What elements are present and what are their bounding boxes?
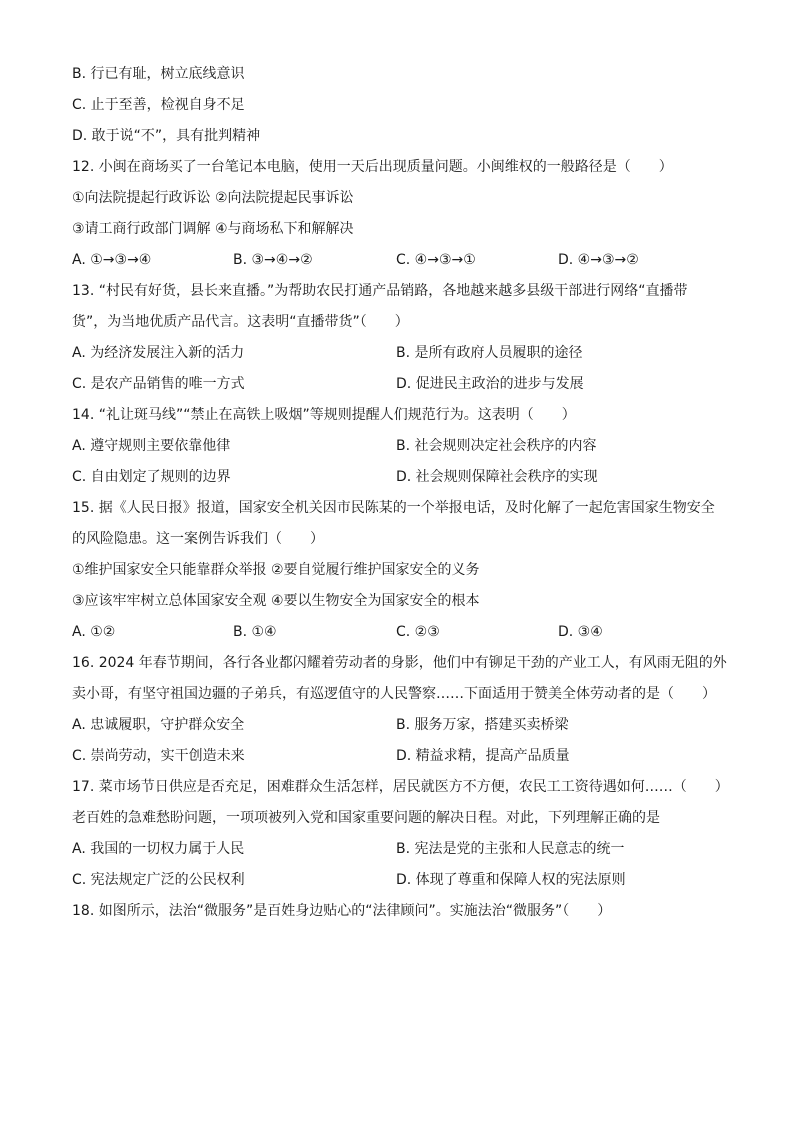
q12-option-a: A. ①→③→④: [72, 252, 152, 268]
q13-stem-1: 13. “村民有好货，县长来直播。”为帮助农民打通产品销路，各地越来越多县级干部进行网络“直播带: [72, 283, 688, 299]
q16-option-d: D. 精益求精，提高产品质量: [396, 748, 570, 764]
q17-option-a: A. 我国的一切权力属于人民: [72, 841, 245, 857]
q12-option-c: C. ④→③→①: [396, 252, 476, 268]
q11-option-d: D. 敢于说“不”，具有批判精神: [72, 128, 261, 144]
q16-option-c: C. 崇尚劳动，实干创造未来: [72, 748, 245, 764]
q17-option-b: B. 宪法是党的主张和人民意志的统一: [396, 841, 625, 857]
q14-option-c: C. 自由划定了规则的边界: [72, 469, 231, 485]
q13-option-a: A. 为经济发展注入新的活力: [72, 345, 245, 361]
q11-option-b: B. 行已有耻，树立底线意识: [72, 66, 245, 82]
q12-option-b: B. ③→④→②: [233, 252, 313, 268]
q13-stem-2: 货”，为当地优质产品代言。这表明“直播带货”（ ）: [72, 314, 409, 330]
q15-option-a: A. ①②: [72, 624, 116, 640]
q17-stem-1: 17. 菜市场节日供应是否充足，困难群众生活怎样，居民就医方不方便，农民工工资待遇如何……（ ）: [72, 779, 729, 795]
q11-option-c: C. 止于至善，检视自身不足: [72, 97, 245, 113]
q12-stem: 12. 小闽在商场买了一台笔记本电脑，使用一天后出现质量问题。小闽维权的一般路径是（ ）: [72, 159, 673, 175]
q15-statements-2: ③应该牢牢树立总体国家安全观 ④要以生物安全为国家安全的根本: [72, 593, 480, 609]
q14-stem: 14. “礼让斑马线”“禁止在高铁上吸烟”等规则提醒人们规范行为。这表明（ ）: [72, 407, 576, 423]
q13-option-d: D. 促进民主政治的进步与发展: [396, 376, 584, 392]
q16-stem-1: 16. 2024 年春节期间，各行各业都闪耀着劳动者的身影，他们中有铆足干劲的产业工人，有风雨无阻的外: [72, 655, 727, 671]
q12-option-d: D. ④→③→②: [558, 252, 639, 268]
q18-stem: 18. 如图所示，法治“微服务”是百姓身边贴心的“法律顾问”。实施法治“微服务”（ ）: [72, 903, 612, 919]
q15-option-d: D. ③④: [558, 624, 603, 640]
q14-option-d: D. 社会规则保障社会秩序的实现: [396, 469, 598, 485]
q15-stem-1: 15. 据《人民日报》报道，国家安全机关因市民陈某的一个举报电话，及时化解了一起危害国家生物安全: [72, 500, 715, 516]
q13-option-b: B. 是所有政府人员履职的途径: [396, 345, 583, 361]
q13-option-c: C. 是农产品销售的唯一方式: [72, 376, 245, 392]
q16-option-b: B. 服务万家，搭建买卖桥梁: [396, 717, 569, 733]
q15-option-b: B. ①④: [233, 624, 277, 640]
q17-option-d: D. 体现了尊重和保障人权的宪法原则: [396, 872, 626, 888]
q17-option-c: C. 宪法规定广泛的公民权利: [72, 872, 245, 888]
q16-stem-2: 卖小哥，有坚守祖国边疆的子弟兵，有巡逻值守的人民警察……下面适用于赞美全体劳动者的是（ ）: [72, 686, 716, 702]
q14-option-b: B. 社会规则决定社会秩序的内容: [396, 438, 597, 454]
q15-stem-2: 的风险隐患。这一案例告诉我们（ ）: [72, 531, 324, 547]
q17-stem-2: 老百姓的急难愁盼问题，一项项被列入党和国家重要问题的解决日程。对此，下列理解正确的是: [72, 810, 660, 826]
q12-statements-2: ③请工商行政部门调解 ④与商场私下和解解决: [72, 221, 354, 237]
q15-option-c: C. ②③: [396, 624, 440, 640]
q15-statements-1: ①维护国家安全只能靠群众举报 ②要自觉履行维护国家安全的义务: [72, 562, 480, 578]
q12-statements-1: ①向法院提起行政诉讼 ②向法院提起民事诉讼: [72, 190, 354, 206]
q16-option-a: A. 忠诚履职，守护群众安全: [72, 717, 245, 733]
q14-option-a: A. 遵守规则主要依靠他律: [72, 438, 231, 454]
